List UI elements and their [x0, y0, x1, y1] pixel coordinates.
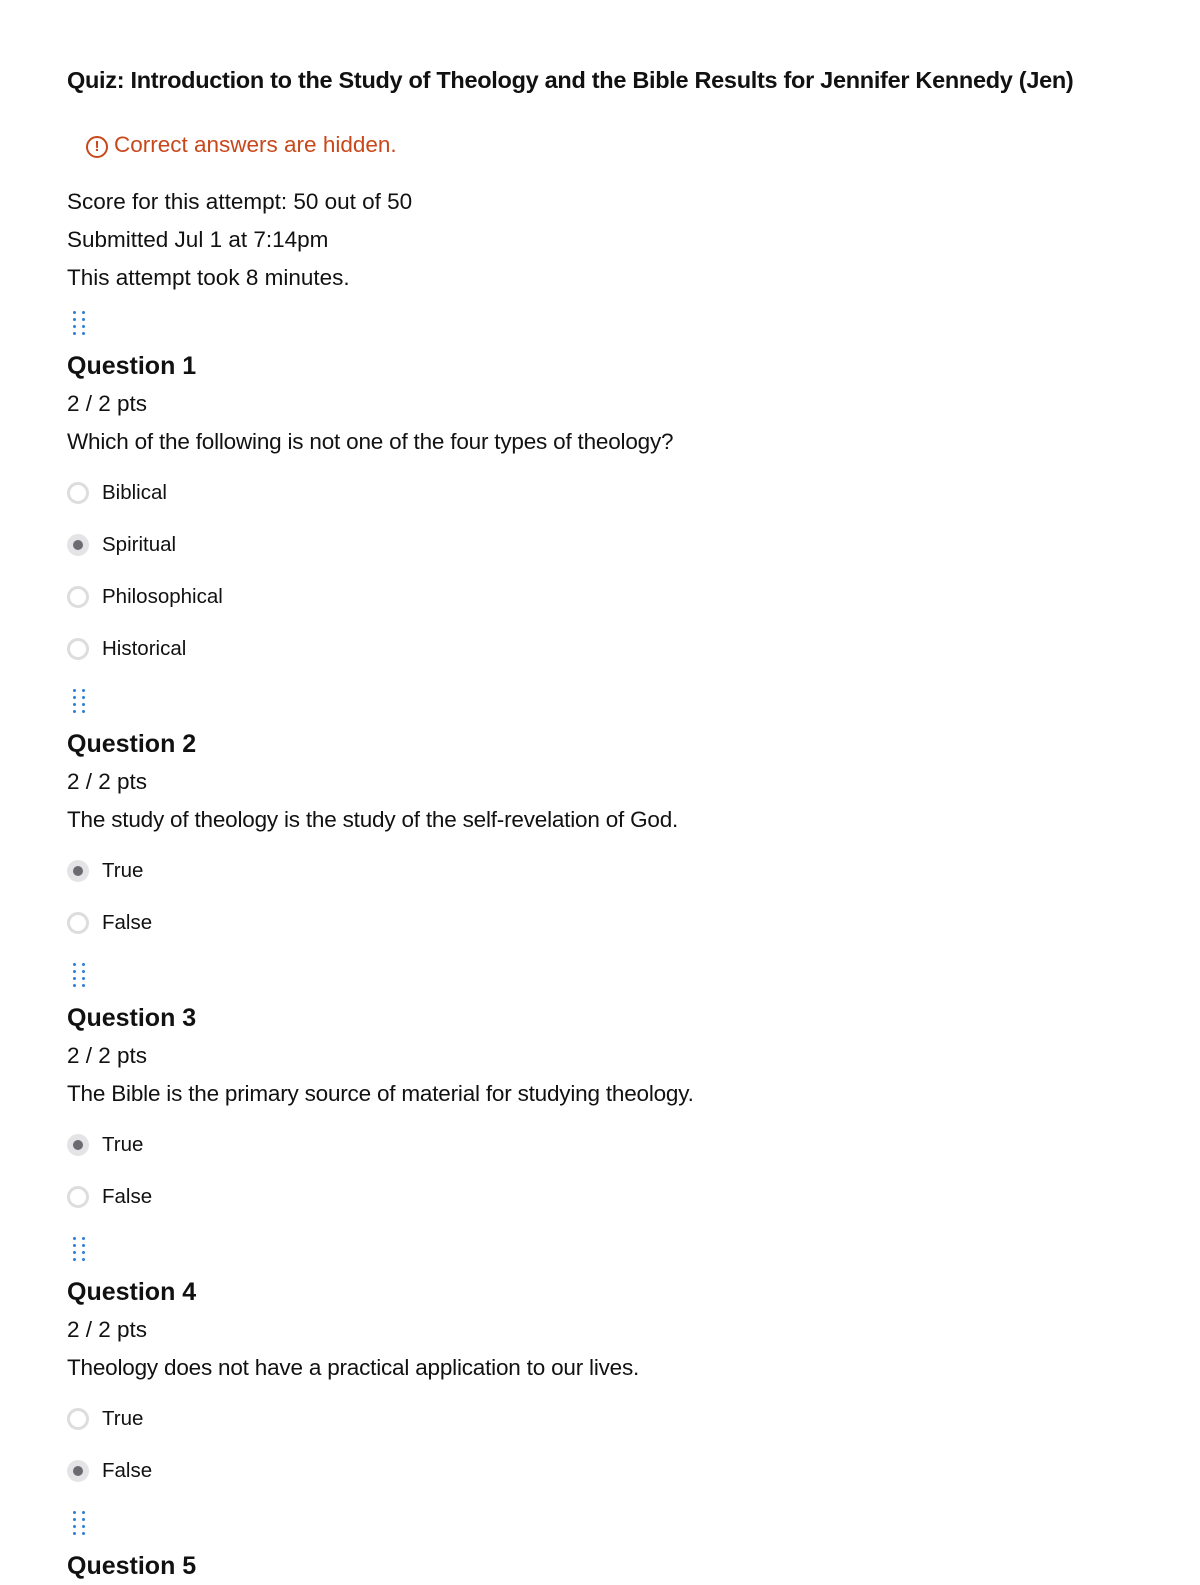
question-points: 2 / 2 pts	[67, 391, 148, 416]
question-text: Theology does not have a practical application to our lives.	[67, 1355, 640, 1380]
answer-label: False	[102, 1185, 153, 1208]
answer-label: Historical	[102, 637, 187, 660]
radio-button[interactable]	[67, 860, 89, 882]
radio-button[interactable]	[67, 1408, 89, 1430]
drag-handle-icon[interactable]	[73, 309, 87, 337]
radio-button[interactable]	[67, 638, 89, 660]
radio-button[interactable]	[67, 1186, 89, 1208]
answer-option[interactable]	[67, 1119, 1160, 1171]
page-title: Quiz: Introduction to the Study of Theology and the Bible Results for Jennifer Kennedy (Jen)	[67, 67, 1074, 93]
radio-button[interactable]	[67, 482, 89, 504]
exclamation-circle-icon: !	[86, 136, 108, 158]
radio-button[interactable]	[67, 912, 89, 934]
radio-button[interactable]	[67, 534, 89, 556]
answer-label: True	[102, 1133, 144, 1156]
question-3	[67, 961, 1160, 1223]
answer-label: False	[102, 911, 153, 934]
drag-handle-icon[interactable]	[73, 961, 87, 989]
answer-option[interactable]	[67, 897, 1160, 949]
radio-button[interactable]	[67, 1134, 89, 1156]
answer-label: Biblical	[102, 481, 167, 504]
question-4	[67, 1235, 1160, 1497]
question-text: Which of the following is not one of the four types of theology?	[67, 429, 674, 454]
question-header: Question 4	[67, 1278, 197, 1306]
answer-label: True	[102, 1407, 144, 1430]
radio-button[interactable]	[67, 586, 89, 608]
radio-button[interactable]	[67, 1460, 89, 1482]
answer-option[interactable]	[67, 571, 1160, 623]
quiz-results	[67, 64, 1160, 1585]
answer-option[interactable]	[67, 1393, 1160, 1445]
answer-label: Spiritual	[102, 533, 177, 556]
drag-handle-icon[interactable]	[73, 687, 87, 715]
question-header: Question 3	[67, 1004, 197, 1032]
question-header: Question 2	[67, 730, 197, 758]
answer-label: Philosophical	[102, 585, 223, 608]
question-1	[67, 309, 1160, 675]
answer-option[interactable]	[67, 519, 1160, 571]
question-text: The Bible is the primary source of material for studying theology.	[67, 1081, 694, 1106]
question-points: 2 / 2 pts	[67, 1043, 148, 1068]
question-points: 2 / 2 pts	[67, 769, 148, 794]
drag-handle-icon[interactable]	[73, 1509, 87, 1537]
question-header: Question 5	[67, 1552, 197, 1580]
answer-label: False	[102, 1459, 153, 1482]
question-2	[67, 687, 1160, 949]
notice-text: Correct answers are hidden.	[114, 132, 397, 157]
score-text: Score for this attempt: 50 out of 50	[67, 189, 413, 214]
question-5	[67, 1509, 1160, 1585]
submitted-text: Submitted Jul 1 at 7:14pm	[67, 227, 329, 252]
question-header: Question 1	[67, 352, 197, 380]
answer-option[interactable]	[67, 467, 1160, 519]
answer-option[interactable]	[67, 1445, 1160, 1497]
duration-text: This attempt took 8 minutes.	[67, 265, 350, 290]
drag-handle-icon[interactable]	[73, 1235, 87, 1263]
answer-label: True	[102, 859, 144, 882]
answer-option[interactable]	[67, 845, 1160, 897]
question-points: 2 / 2 pts	[67, 1317, 148, 1342]
question-list	[67, 309, 1160, 1585]
question-text: The study of theology is the study of the self-revelation of God.	[67, 807, 679, 832]
answer-option[interactable]	[67, 623, 1160, 675]
answer-option[interactable]	[67, 1171, 1160, 1223]
hidden-answers-notice	[86, 130, 1160, 160]
